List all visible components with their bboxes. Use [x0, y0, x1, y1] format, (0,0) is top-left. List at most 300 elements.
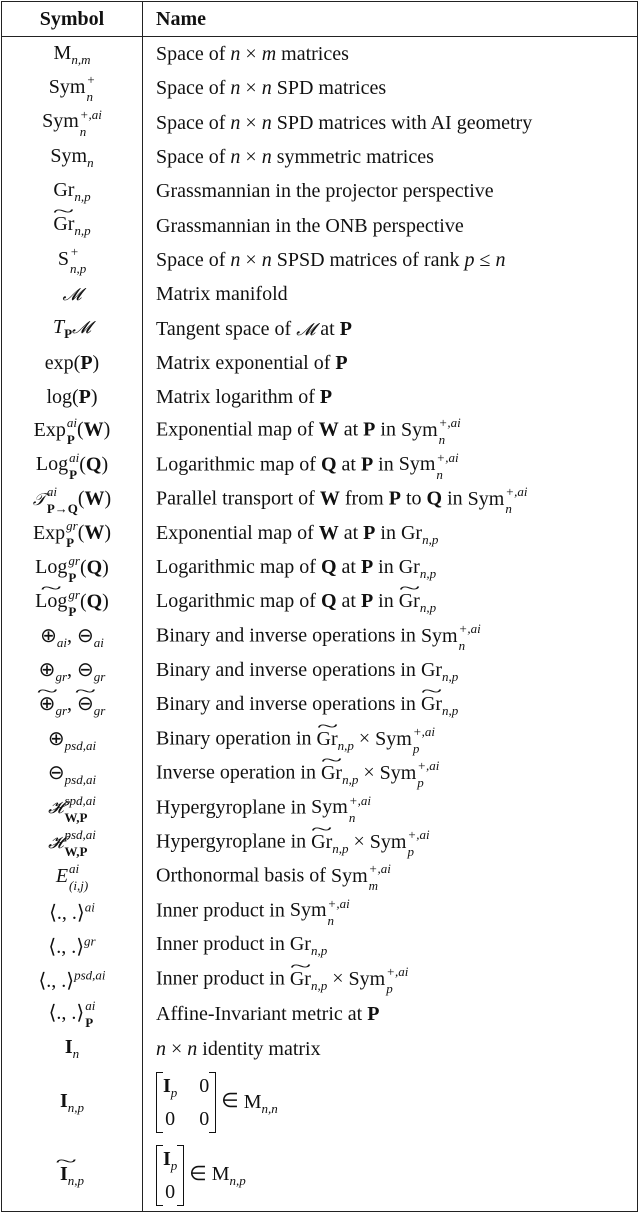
symbol-cell [2, 311, 143, 345]
symbol-cell [2, 929, 143, 963]
math-segment [165, 1181, 175, 1203]
math-segment [80, 556, 87, 578]
math-segment [156, 625, 421, 647]
math-segment [320, 488, 340, 510]
segment-base: ~ Gr [421, 694, 442, 714]
math-segment [262, 146, 272, 168]
segment-base: 𝓗 [48, 798, 64, 819]
math-segment [38, 658, 67, 684]
segment-base: P [78, 386, 91, 409]
subscript: n,p [422, 531, 439, 547]
subscript: gr [93, 668, 106, 684]
segment-base: at [338, 521, 364, 544]
segment-base: n [230, 43, 241, 66]
math-segment [33, 415, 77, 448]
math-segment [163, 1075, 178, 1101]
segment-base: ~ ⊖ [77, 694, 94, 714]
math-segment [48, 792, 96, 825]
subscript: ai [93, 634, 104, 650]
math-segment [156, 659, 421, 681]
symbol-cell [2, 449, 143, 483]
symbol-cell [2, 380, 143, 414]
segment-base: P [339, 317, 352, 340]
math-segment [86, 453, 102, 475]
math-segment [401, 488, 427, 510]
name-cell [143, 723, 638, 757]
subscript: W,P [64, 809, 88, 825]
math-segment [47, 761, 97, 787]
table-body [2, 37, 638, 1212]
table-row [2, 311, 638, 345]
segment-base: in [375, 521, 401, 544]
name-cell [143, 654, 638, 688]
math-segment [42, 106, 102, 139]
subscript: n,p [69, 260, 87, 276]
superscript: +,ai [386, 964, 409, 980]
math-segment [337, 590, 361, 612]
segment-base: to [400, 487, 427, 510]
script-stack [69, 243, 87, 276]
segment-base: Q [320, 590, 337, 613]
math-segment [93, 352, 100, 374]
subscript: gr [55, 703, 67, 719]
segment-base: 0 [165, 1108, 176, 1131]
script-stack [68, 586, 80, 619]
segment-base: × [166, 1037, 188, 1060]
math-segment [321, 590, 337, 612]
segment-base: Sym [420, 624, 458, 647]
math-segment [156, 1038, 166, 1060]
script-stack [407, 826, 430, 859]
segment-base: n [230, 77, 241, 100]
segment-base: Exponential map of [156, 419, 319, 441]
segment-base: SPSD matrices of rank [271, 248, 465, 271]
math-segment [335, 352, 347, 374]
segment-base: n [230, 248, 241, 271]
subscript: n,p [310, 943, 328, 959]
table-row [2, 517, 638, 551]
segment-base: Sym [467, 487, 505, 510]
math-segment [77, 624, 104, 650]
symbol-cell [2, 37, 143, 72]
math-segment [348, 964, 409, 997]
segment-base: Exp [32, 521, 66, 544]
subscript: p [170, 1085, 178, 1101]
math-segment [101, 453, 108, 475]
math-segment [361, 453, 373, 475]
segment-base: ( [77, 487, 85, 510]
segment-base: Q [85, 453, 102, 476]
math-segment [315, 318, 339, 340]
segment-base: Space of [156, 77, 231, 100]
table-row [2, 414, 638, 448]
name-cell [143, 894, 638, 928]
segment-base: P [80, 351, 93, 374]
math-segment [84, 419, 104, 441]
segment-base: Grassmannian in the projector perspective [156, 180, 494, 203]
subscript: p [417, 775, 424, 791]
segment-base: I [163, 1075, 171, 1098]
math-segment [230, 77, 240, 99]
name-cell [143, 311, 638, 345]
math-segment [379, 758, 440, 791]
math-segment [230, 43, 240, 65]
segment-base: Gr [400, 521, 423, 544]
table-row [2, 380, 638, 414]
matrix [156, 1072, 216, 1133]
segment-base: Hypergyroplane in [156, 830, 312, 853]
table-row [2, 106, 638, 140]
matrix-cell [163, 1076, 177, 1099]
math-segment [296, 318, 315, 340]
segment-base: Sym [348, 967, 386, 990]
segment-base: n [187, 1037, 198, 1060]
math-segment [72, 316, 91, 338]
superscript: spd,ai [64, 792, 96, 808]
segment-base: Q [320, 453, 337, 476]
subscript: P [68, 569, 77, 585]
math-segment [272, 146, 434, 168]
subscript: n,n [261, 1100, 278, 1116]
segment-base: ⊕ [40, 624, 57, 647]
math-segment [321, 556, 337, 578]
superscript: gr [84, 933, 96, 949]
math-segment [321, 453, 337, 475]
symbol-cell [2, 71, 143, 105]
segment-base: × [327, 967, 349, 990]
math-segment [45, 352, 81, 374]
table-row [2, 37, 638, 72]
segment-base: at [336, 556, 361, 579]
name-cell [143, 826, 638, 860]
segment-base: Inner product in [156, 899, 290, 922]
subscript: p [407, 843, 414, 859]
name-cell [143, 517, 638, 551]
table-row [2, 71, 638, 105]
segment-base: log( [46, 386, 79, 409]
math-segment [375, 419, 401, 441]
script-stack [46, 484, 78, 516]
segment-base: P [319, 386, 333, 409]
superscript: + [86, 72, 96, 88]
segment-base: Sym [48, 76, 86, 99]
segment-base: symmetric matrices [271, 146, 434, 169]
subscript: P [68, 603, 77, 619]
math-segment [156, 318, 296, 340]
table-row [2, 586, 638, 620]
subscript: n [327, 912, 335, 928]
math-segment [32, 484, 78, 516]
math-segment [262, 77, 272, 99]
symbol-cell [2, 689, 143, 723]
script-stack [458, 621, 481, 654]
name-cell [143, 71, 638, 105]
script-stack [438, 415, 461, 448]
subscript: W,P [64, 843, 88, 859]
superscript: gr [68, 552, 80, 568]
segment-base: M [243, 1090, 262, 1113]
math-segment [354, 728, 375, 750]
subscript: n,p [442, 668, 459, 684]
math-segment [367, 1003, 379, 1025]
math-segment [35, 586, 80, 619]
segment-base: P [360, 453, 374, 476]
segment-base: Sym [42, 110, 79, 133]
math-segment [166, 1038, 187, 1060]
segment-base: Binary and inverse operations in [156, 693, 421, 716]
segment-base: Logarithmic map of [156, 453, 321, 476]
superscript: gr [68, 586, 80, 602]
math-segment [156, 865, 331, 887]
math-segment [211, 1163, 246, 1188]
matrix-cell [199, 1076, 209, 1099]
symbol-cell [2, 757, 143, 791]
math-segment [156, 1003, 367, 1025]
subscript: n [72, 1046, 80, 1062]
math-segment [156, 352, 335, 374]
name-cell [143, 346, 638, 380]
segment-base: Sym [311, 796, 348, 819]
segment-base: Space of [156, 43, 231, 66]
name-cell [143, 586, 638, 620]
subscript: n,p [337, 737, 354, 753]
name-cell [143, 37, 638, 72]
name-cell [143, 174, 638, 208]
symbol-cell [2, 1140, 143, 1212]
segment-base: m [261, 43, 277, 66]
math-segment [197, 1038, 320, 1060]
subscript: n,p [74, 188, 91, 204]
script-stack [417, 758, 440, 791]
math-segment [156, 386, 320, 408]
math-segment [361, 590, 373, 612]
symbol-cell [2, 963, 143, 997]
math-segment [156, 112, 230, 134]
segment-base: × [348, 830, 370, 853]
subscript: n,p [310, 977, 328, 993]
segment-base: I [163, 1147, 171, 1170]
segment-base: , [67, 693, 77, 716]
subscript: psd,ai [64, 771, 97, 787]
segment-base: Inverse operation in [156, 761, 321, 784]
segment-base: P [335, 351, 348, 374]
math-segment [240, 112, 261, 134]
math-segment [163, 1147, 178, 1173]
math-segment [337, 556, 361, 578]
segment-base: ≤ [474, 248, 496, 271]
math-segment [87, 556, 103, 578]
table-row [2, 208, 638, 242]
segment-base: n [261, 146, 272, 169]
name-cell [143, 380, 638, 414]
subscript: n [348, 809, 356, 825]
symbol-cell [2, 792, 143, 826]
segment-base: ( [77, 521, 85, 544]
segment-base: 0 [199, 1108, 210, 1131]
segment-base: ⊖ [47, 761, 65, 784]
segment-base: Affine-Invariant metric at [156, 1003, 368, 1026]
script-stack [64, 826, 96, 859]
segment-base: I [59, 1090, 68, 1113]
notation-table [1, 1, 638, 1212]
superscript: psd,ai [64, 826, 96, 842]
table-row [2, 620, 638, 654]
segment-base: ~ Gr [311, 832, 332, 852]
segment-base: × [358, 761, 380, 784]
math-segment [53, 41, 91, 67]
segment-base: Gr [289, 933, 311, 956]
segment-base: ⊕ [38, 658, 56, 681]
segment-base: ⟨., .⟩ [49, 901, 85, 924]
segment-base: × [240, 77, 262, 100]
subscript: n [458, 638, 466, 654]
segment-base: at [336, 453, 361, 476]
math-segment [57, 243, 87, 276]
math-segment [156, 215, 464, 237]
segment-base: ) [102, 590, 109, 613]
math-segment [156, 522, 319, 544]
segment-base: Inner product in [156, 933, 290, 956]
name-cell [143, 243, 638, 277]
table-row [2, 997, 638, 1031]
math-segment [53, 178, 91, 204]
segment-base: Sym [398, 453, 436, 476]
segment-base: Sym [400, 419, 438, 441]
math-segment [156, 933, 290, 955]
math-segment [373, 453, 399, 475]
math-segment [40, 624, 67, 650]
math-segment [276, 43, 349, 65]
math-segment [48, 998, 96, 1031]
table-row [2, 551, 638, 585]
superscript: +,ai [417, 758, 440, 774]
math-segment [102, 556, 109, 578]
script-stack [69, 861, 89, 894]
math-segment [230, 249, 240, 271]
name-cell [143, 860, 638, 894]
segment-base: S [57, 247, 69, 270]
superscript: +,ai [438, 415, 461, 431]
table-row [2, 174, 638, 208]
segment-base: W [84, 521, 105, 544]
math-segment [340, 318, 352, 340]
superscript: +,ai [407, 826, 430, 842]
math-segment [464, 249, 474, 271]
math-segment [243, 1090, 278, 1116]
math-segment [59, 1090, 85, 1116]
table-row [2, 894, 638, 928]
math-segment [52, 316, 73, 342]
math-segment [361, 556, 373, 578]
segment-base: SPD matrices with AI geometry [271, 111, 533, 134]
segment-base: Log [35, 453, 69, 476]
math-segment [272, 77, 386, 99]
math-segment [311, 792, 371, 825]
math-segment [398, 449, 459, 482]
segment-base: P [360, 590, 374, 613]
superscript: ai [69, 861, 80, 877]
math-segment [156, 146, 230, 168]
math-segment [156, 590, 321, 612]
segment-base: × [240, 111, 262, 134]
segment-base: × [240, 43, 262, 66]
matrix-cell [163, 1109, 177, 1129]
math-segment [53, 213, 91, 239]
math-segment [49, 899, 95, 924]
math-segment [330, 861, 391, 894]
segment-base: Parallel transport of [156, 487, 320, 510]
segment-base: W [83, 419, 104, 441]
script-stack [505, 484, 528, 516]
symbol-cell [2, 346, 143, 380]
superscript: ai [84, 899, 95, 915]
segment-base: 𝓜 [72, 318, 92, 339]
subscript: n,p [67, 1172, 85, 1188]
table-row [2, 449, 638, 483]
superscript: + [69, 243, 79, 259]
segment-base: P [388, 487, 401, 510]
math-segment [216, 1091, 243, 1113]
subscript: P [69, 466, 78, 482]
name-cell [143, 106, 638, 140]
name-cell [143, 792, 638, 826]
segment-base: Sym [375, 727, 412, 750]
segment-base: 0 [199, 1075, 210, 1098]
math-segment [84, 522, 104, 544]
subscript: gr [93, 703, 106, 719]
math-segment [156, 556, 321, 578]
table-row [2, 1066, 638, 1140]
superscript: ai [85, 998, 96, 1014]
segment-base: in [373, 556, 399, 579]
segment-base: P [367, 1003, 380, 1026]
script-stack [348, 792, 371, 825]
math-segment [87, 590, 103, 612]
math-segment [363, 419, 375, 441]
math-segment [199, 1108, 209, 1130]
segment-base: ( [77, 419, 84, 441]
matrix-brackets [156, 1145, 184, 1206]
math-segment [420, 658, 459, 684]
math-segment [420, 621, 481, 654]
math-segment [262, 249, 272, 271]
math-segment [156, 831, 311, 853]
segment-base: n [261, 111, 272, 134]
segment-base: T [52, 316, 65, 339]
segment-base: × [353, 727, 376, 750]
superscript: +,ai [79, 106, 102, 122]
subscript: n [86, 89, 93, 105]
segment-base: I [64, 1036, 73, 1059]
superscript: +,ai [368, 861, 391, 877]
math-segment [240, 146, 261, 168]
math-segment [156, 43, 230, 65]
script-stack [69, 449, 80, 482]
math-segment [398, 590, 437, 616]
math-segment [38, 967, 106, 993]
superscript: +,ai [348, 792, 371, 808]
segment-base: matrices [276, 43, 349, 66]
math-segment [369, 826, 430, 859]
symbol-cell [2, 620, 143, 654]
math-segment [156, 453, 321, 475]
math-segment [442, 488, 468, 510]
table-row [2, 346, 638, 380]
subscript: n [505, 501, 512, 516]
script-stack [66, 415, 77, 448]
segment-base: Binary and inverse operations in [156, 624, 421, 647]
math-segment [230, 146, 240, 168]
